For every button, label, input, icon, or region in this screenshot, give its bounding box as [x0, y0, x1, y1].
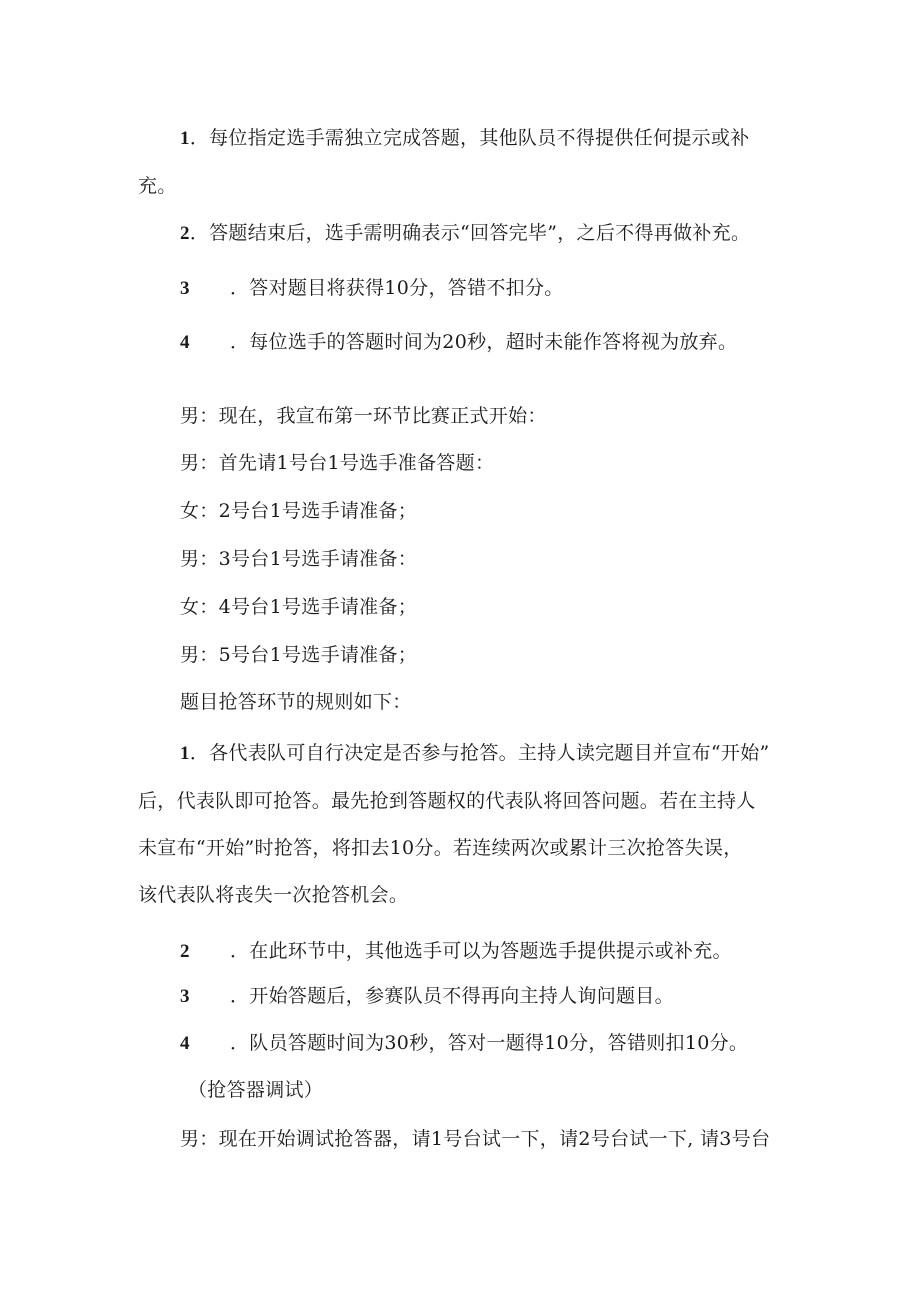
dialogue-line-4: 男：3号台1号选手请准备：	[180, 548, 418, 570]
rule4-number: 4	[180, 332, 190, 353]
rule2-number: 2	[180, 223, 190, 244]
rule2-text: ．答题结束后，选手需明确表示“回答完毕”，之后不得再做补充。	[189, 222, 751, 244]
section-heading: 题目抢答环节的规则如下：	[180, 691, 412, 713]
rule3-line	[180, 276, 564, 301]
buzz-rule2-line	[180, 939, 732, 964]
buzz-rule3-text: ．开始答题后，参赛队员不得再向主持人询问题目。	[230, 985, 674, 1007]
rule1-number: 1	[180, 128, 190, 149]
dialogue-line-6: 男：5号台1号选手请准备；	[180, 644, 418, 666]
rule3-number: 3	[180, 278, 190, 299]
buzz-rule1-line1	[180, 741, 770, 766]
rule4-line	[180, 330, 737, 355]
dialogue-line-2: 男：首先请1号台1号选手准备答题：	[180, 452, 495, 474]
dialogue-line-5: 女：4号台1号选手请准备；	[180, 596, 418, 618]
rule1-text: ．每位指定选手需独立完成答题，其他队员不得提供任何提示或补	[189, 127, 750, 149]
stage-note: （抢答器调试）	[188, 1079, 324, 1101]
buzz-rule2-number: 2	[180, 941, 190, 962]
buzz-rule4-line	[180, 1031, 748, 1056]
rule1-line1	[180, 126, 750, 151]
buzz-rule2-text: ．在此环节中，其他选手可以为答题选手提供提示或补充。	[230, 940, 732, 962]
buzz-rule4-number: 4	[180, 1033, 190, 1054]
rule3-text: ．答对题目将获得10分，答错不扣分。	[230, 277, 564, 299]
rule1-line2: 充。	[138, 175, 177, 197]
buzz-rule1-line2: 后，代表队即可抢答。最先抢到答题权的代表队将回答问题。若在主持人	[138, 790, 756, 812]
buzz-rule4-text: ．队员答题时间为30秒，答对一题得10分，答错则扣10分。	[230, 1032, 749, 1054]
buzz-rule3-line	[180, 984, 674, 1009]
final-dialogue-line: 男：现在开始调试抢答器，请1号台试一下，请2号台试一下, 请3号台	[180, 1128, 771, 1150]
buzz-rule3-number: 3	[180, 986, 190, 1007]
rule2-line	[180, 221, 750, 246]
dialogue-line-3: 女：2号台1号选手请准备；	[180, 500, 418, 522]
buzz-rule1-line4: 该代表队将丧失一次抢答机会。	[138, 884, 409, 906]
buzz-rule1-line3: 未宣布“开始”时抢答，将扣去10分。若连续两次或累计三次抢答失误，	[138, 837, 743, 859]
rule4-text: ．每位选手的答题时间为20秒，超时未能作答将视为放弃。	[230, 331, 738, 353]
dialogue-line-1: 男：现在，我宣布第一环节比赛正式开始：	[180, 405, 547, 427]
buzz-rule1-number: 1	[180, 743, 190, 764]
buzz-rule1-text: ．各代表队可自行决定是否参与抢答。主持人读完题目并宣布“开始”	[189, 742, 770, 764]
